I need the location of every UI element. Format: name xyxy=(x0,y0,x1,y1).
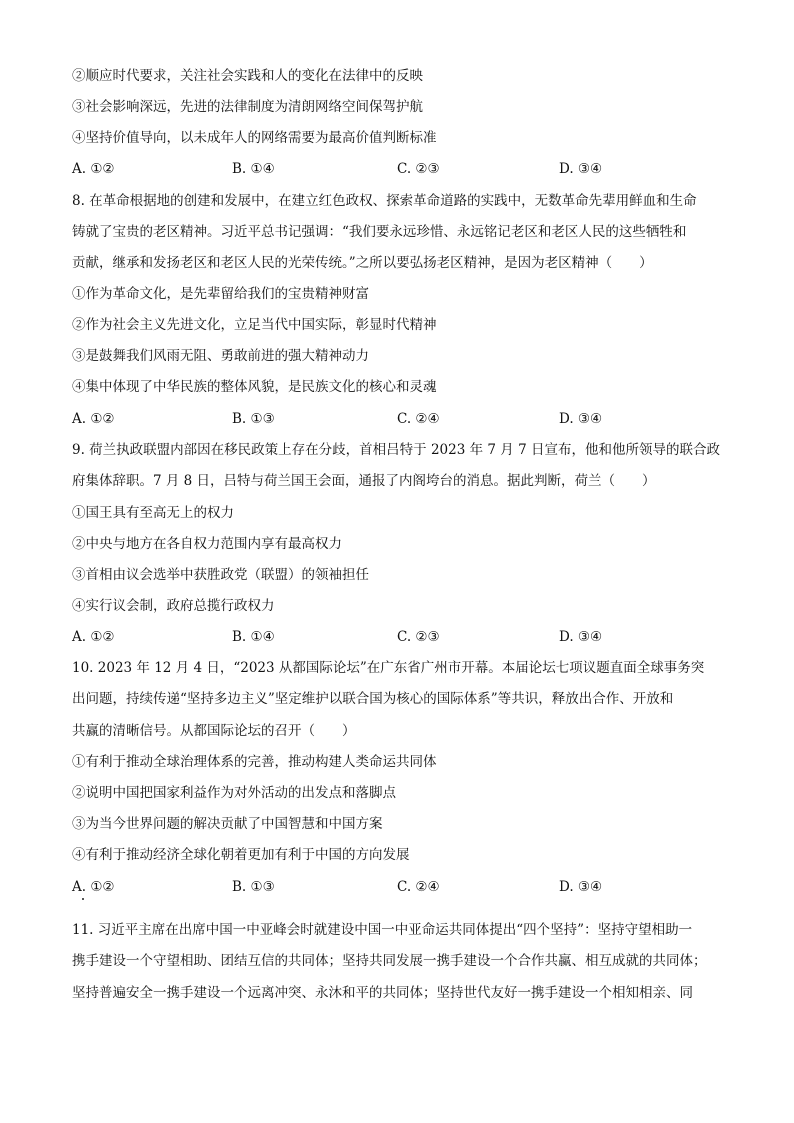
q7-option-d: D. ③④ xyxy=(559,161,603,177)
q8-item-3: ③是鼓舞我们风雨无阻、勇敢前进的强大精神动力 xyxy=(72,348,369,364)
q10-options xyxy=(72,878,732,896)
q11-stem-line-3: 坚持普遍安全一携手建设一个远离冲突、永沐和平的共同体；坚持世代友好一携手建设一个相知相亲、同 xyxy=(72,985,693,1001)
q9-option-a: A. ①② xyxy=(72,629,115,645)
q9-stem-line-1: 9. 荷兰执政联盟内部因在移民政策上存在分歧，首相吕特于 2023 年 7 月 7 日宣布，他和他所领导的联合政 xyxy=(72,442,720,458)
q8-item-1: ①作为革命文化，是先辈留给我们的宝贵精神财富 xyxy=(72,286,369,302)
q8-option-a: A. ①② xyxy=(72,411,115,427)
q8-options xyxy=(72,410,732,428)
q11-stem-line-1: 11. 习近平主席在出席中国一中亚峰会时就建设中国一中亚命运共同体提出“四个坚持”：坚持守望相助一 xyxy=(72,922,693,938)
q8-stem-line-1: 8. 在革命根据地的创建和发展中，在建立红色政权、探索革命道路的实践中，无数革命先辈用鲜血和生命 xyxy=(72,193,697,209)
q9-item-3: ③首相由议会选举中获胜政党（联盟）的领袖担任 xyxy=(72,567,369,583)
q10-item-2: ②说明中国把国家利益作为对外活动的出发点和落脚点 xyxy=(72,785,396,801)
q10-stem-line-3: 共赢的清晰信号。从都国际论坛的召开（ ） xyxy=(72,723,356,739)
q9-stem-line-2: 府集体辞职。7 月 8 日，吕特与荷兰国王会面，通报了内阁垮台的消息。据此判断，荷兰（ ） xyxy=(72,473,656,489)
q10-option-a: A. ①② xyxy=(72,879,115,895)
q10-stem-line-2: 出问题，持续传递“坚持多边主义”坚定维护以联合国为核心的国际体系”等共识，释放出合作、开放和 xyxy=(72,691,674,707)
q9-item-4: ④实行议会制，政府总揽行政权力 xyxy=(72,598,275,614)
q10-option-c: C. ②④ xyxy=(397,879,440,895)
q10-item-3: ③为当今世界问题的解决贡献了中国智慧和中国方案 xyxy=(72,816,383,832)
q10-stem-line-1: 10. 2023 年 12 月 4 日，“2023 从都国际论坛”在广东省广州市开幕。本届论坛七项议题直面全球事务突 xyxy=(72,660,705,676)
q9-item-2: ②中央与地方在各自权力范围内享有最高权力 xyxy=(72,536,342,552)
q7-item-3: ③社会影响深远，先进的法律制度为清朗网络空间保驾护航 xyxy=(72,99,423,115)
q7-item-4: ④坚持价值导向，以未成年人的网络需要为最高价值判断标准 xyxy=(72,130,437,146)
q10-option-d: D. ③④ xyxy=(559,879,603,895)
q8-stem-line-2: 铸就了宝贵的老区精神。习近平总书记强调：“我们要永远珍惜、永远铭记老区和老区人民的这些牺牲和 xyxy=(72,224,687,240)
q7-option-a: A. ①② xyxy=(72,161,115,177)
q7-options xyxy=(72,160,732,178)
q8-item-2: ②作为社会主义先进文化，立足当代中国实际，彰显时代精神 xyxy=(72,317,437,333)
q10-item-1: ①有利于推动全球治理体系的完善，推动构建人类命运共同体 xyxy=(72,754,437,770)
q9-option-b: B. ①④ xyxy=(232,629,275,645)
q7-option-b: B. ①④ xyxy=(232,161,275,177)
q8-stem-line-3: 贡献，继承和发扬老区和老区人民的光荣传统。”之所以要弘扬老区精神，是因为老区精神（ ） xyxy=(72,255,653,271)
q9-option-d: D. ③④ xyxy=(559,629,603,645)
q8-option-b: B. ①③ xyxy=(232,411,275,427)
stray-dot xyxy=(82,898,84,900)
q9-options xyxy=(72,628,732,646)
q7-item-2: ②顺应时代要求，关注社会实践和人的变化在法律中的反映 xyxy=(72,68,423,84)
q7-option-c: C. ②③ xyxy=(397,161,440,177)
q8-item-4: ④集中体现了中华民族的整体风貌，是民族文化的核心和灵魂 xyxy=(72,379,437,395)
q11-stem-line-2: 携手建设一个守望相助、团结互信的共同体；坚持共同发展一携手建设一个合作共赢、相互成就的共同体； xyxy=(72,953,707,969)
q9-option-c: C. ②③ xyxy=(397,629,440,645)
q8-option-d: D. ③④ xyxy=(559,411,603,427)
q8-option-c: C. ②④ xyxy=(397,411,440,427)
q10-item-4: ④有利于推动经济全球化朝着更加有利于中国的方向发展 xyxy=(72,847,410,863)
q9-item-1: ①国王具有至高无上的权力 xyxy=(72,505,234,521)
q10-option-b: B. ①③ xyxy=(232,879,275,895)
